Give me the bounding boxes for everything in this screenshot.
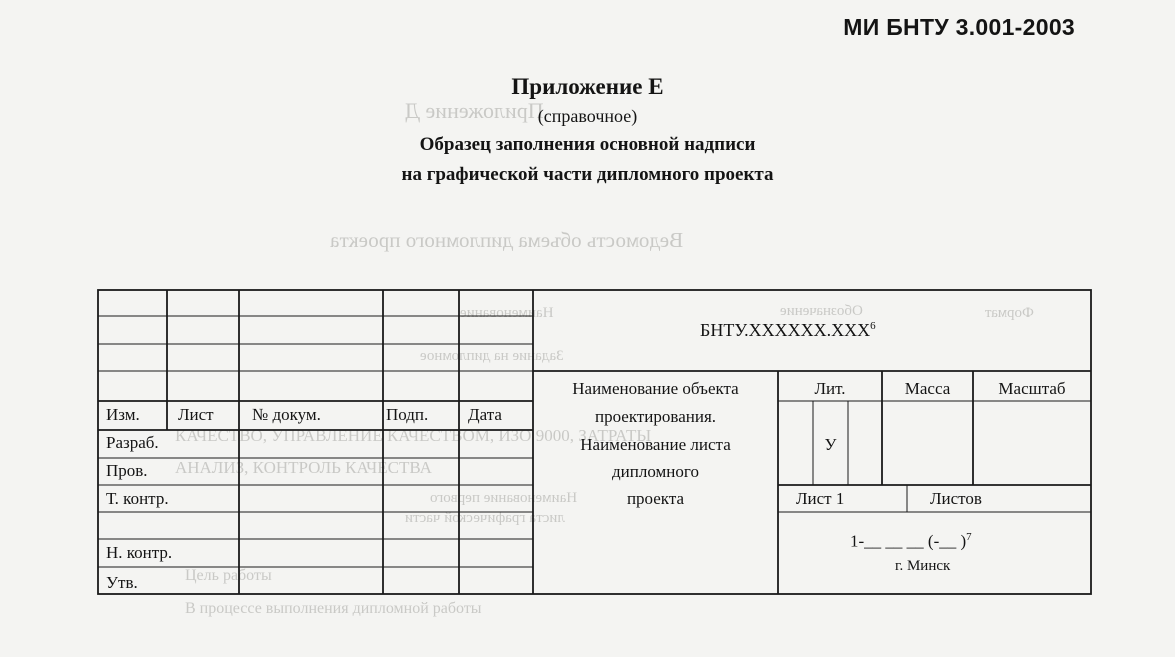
object-name-line-2: проектирования. bbox=[594, 407, 717, 426]
city-label: г. Минск bbox=[895, 558, 951, 574]
row-label-developer: Разраб. bbox=[106, 433, 159, 452]
sheets-total-label: Листов bbox=[930, 489, 982, 508]
appendix-kind: (справочное) bbox=[537, 106, 638, 126]
object-name-line-1: Наименование объекта bbox=[572, 379, 739, 398]
appendix-subtitle-line-2: на графической части дипломного проекта bbox=[401, 164, 774, 185]
object-name-line-4: дипломного bbox=[612, 462, 699, 481]
bleed-text: Наименование первого bbox=[430, 490, 578, 506]
group-number bbox=[850, 532, 972, 550]
row-label-approved: Утв. bbox=[106, 573, 138, 592]
letter-value: У bbox=[824, 435, 837, 454]
row-label-norm-control: Н. контр. bbox=[106, 543, 173, 562]
sheet-label: Лист 1 bbox=[796, 489, 845, 508]
document-code: МИ БНТУ 3.001-2003 bbox=[843, 14, 1075, 40]
bleed-text: Цель работы bbox=[185, 567, 272, 584]
designation-footnote-mark: 6 bbox=[870, 320, 876, 332]
column-header-doc-number: № докум. bbox=[252, 405, 321, 424]
scale-header: Масштаб bbox=[998, 379, 1066, 398]
row-label-checked: Пров. bbox=[106, 461, 148, 480]
column-header-date: Дата bbox=[468, 405, 502, 424]
bleed-text: Задание на дипломное bbox=[420, 348, 564, 364]
bleed-text: АНАЛИЗ, КОНТРОЛЬ КАЧЕСТВА bbox=[175, 458, 432, 477]
bleed-text: Наименование bbox=[460, 305, 554, 321]
group-number-text: 1-__ __ __ (-__ ) bbox=[850, 531, 967, 551]
bleed-text: листа графической части bbox=[405, 510, 565, 526]
bleed-text: Обозначение bbox=[780, 303, 863, 319]
object-name-line-5: проекта bbox=[626, 489, 685, 508]
designation-text: БНТУ.XXXXXX.XXX bbox=[700, 320, 871, 340]
row-label-tech-control: Т. контр. bbox=[106, 489, 169, 508]
column-header-signature: Подп. bbox=[386, 405, 429, 424]
group-footnote-mark: 7 bbox=[966, 531, 972, 543]
bleed-text: КАЧЕСТВО, УПРАВЛЕНИЕ КАЧЕСТВОМ, ИЗО 9000, ЗАТРАТЫ bbox=[175, 426, 652, 445]
designation-code bbox=[700, 321, 876, 339]
letter-header: Лит. bbox=[814, 379, 846, 398]
appendix-title: Приложение Е bbox=[511, 74, 664, 99]
appendix-subtitle-line-1: Образец заполнения основной надписи bbox=[419, 134, 756, 155]
bleed-text: Формат bbox=[985, 305, 1034, 321]
column-header-izm: Изм. bbox=[106, 405, 140, 424]
object-name-line-3: Наименование листа bbox=[580, 435, 731, 454]
column-header-list: Лист bbox=[178, 405, 214, 424]
bleed-text: Приложение Д bbox=[405, 98, 544, 123]
mass-header: Масса bbox=[904, 379, 951, 398]
bleed-text: Ведомость объема дипломного проекта bbox=[330, 228, 684, 252]
bleed-text: В процессе выполнения дипломной работы bbox=[185, 600, 482, 617]
